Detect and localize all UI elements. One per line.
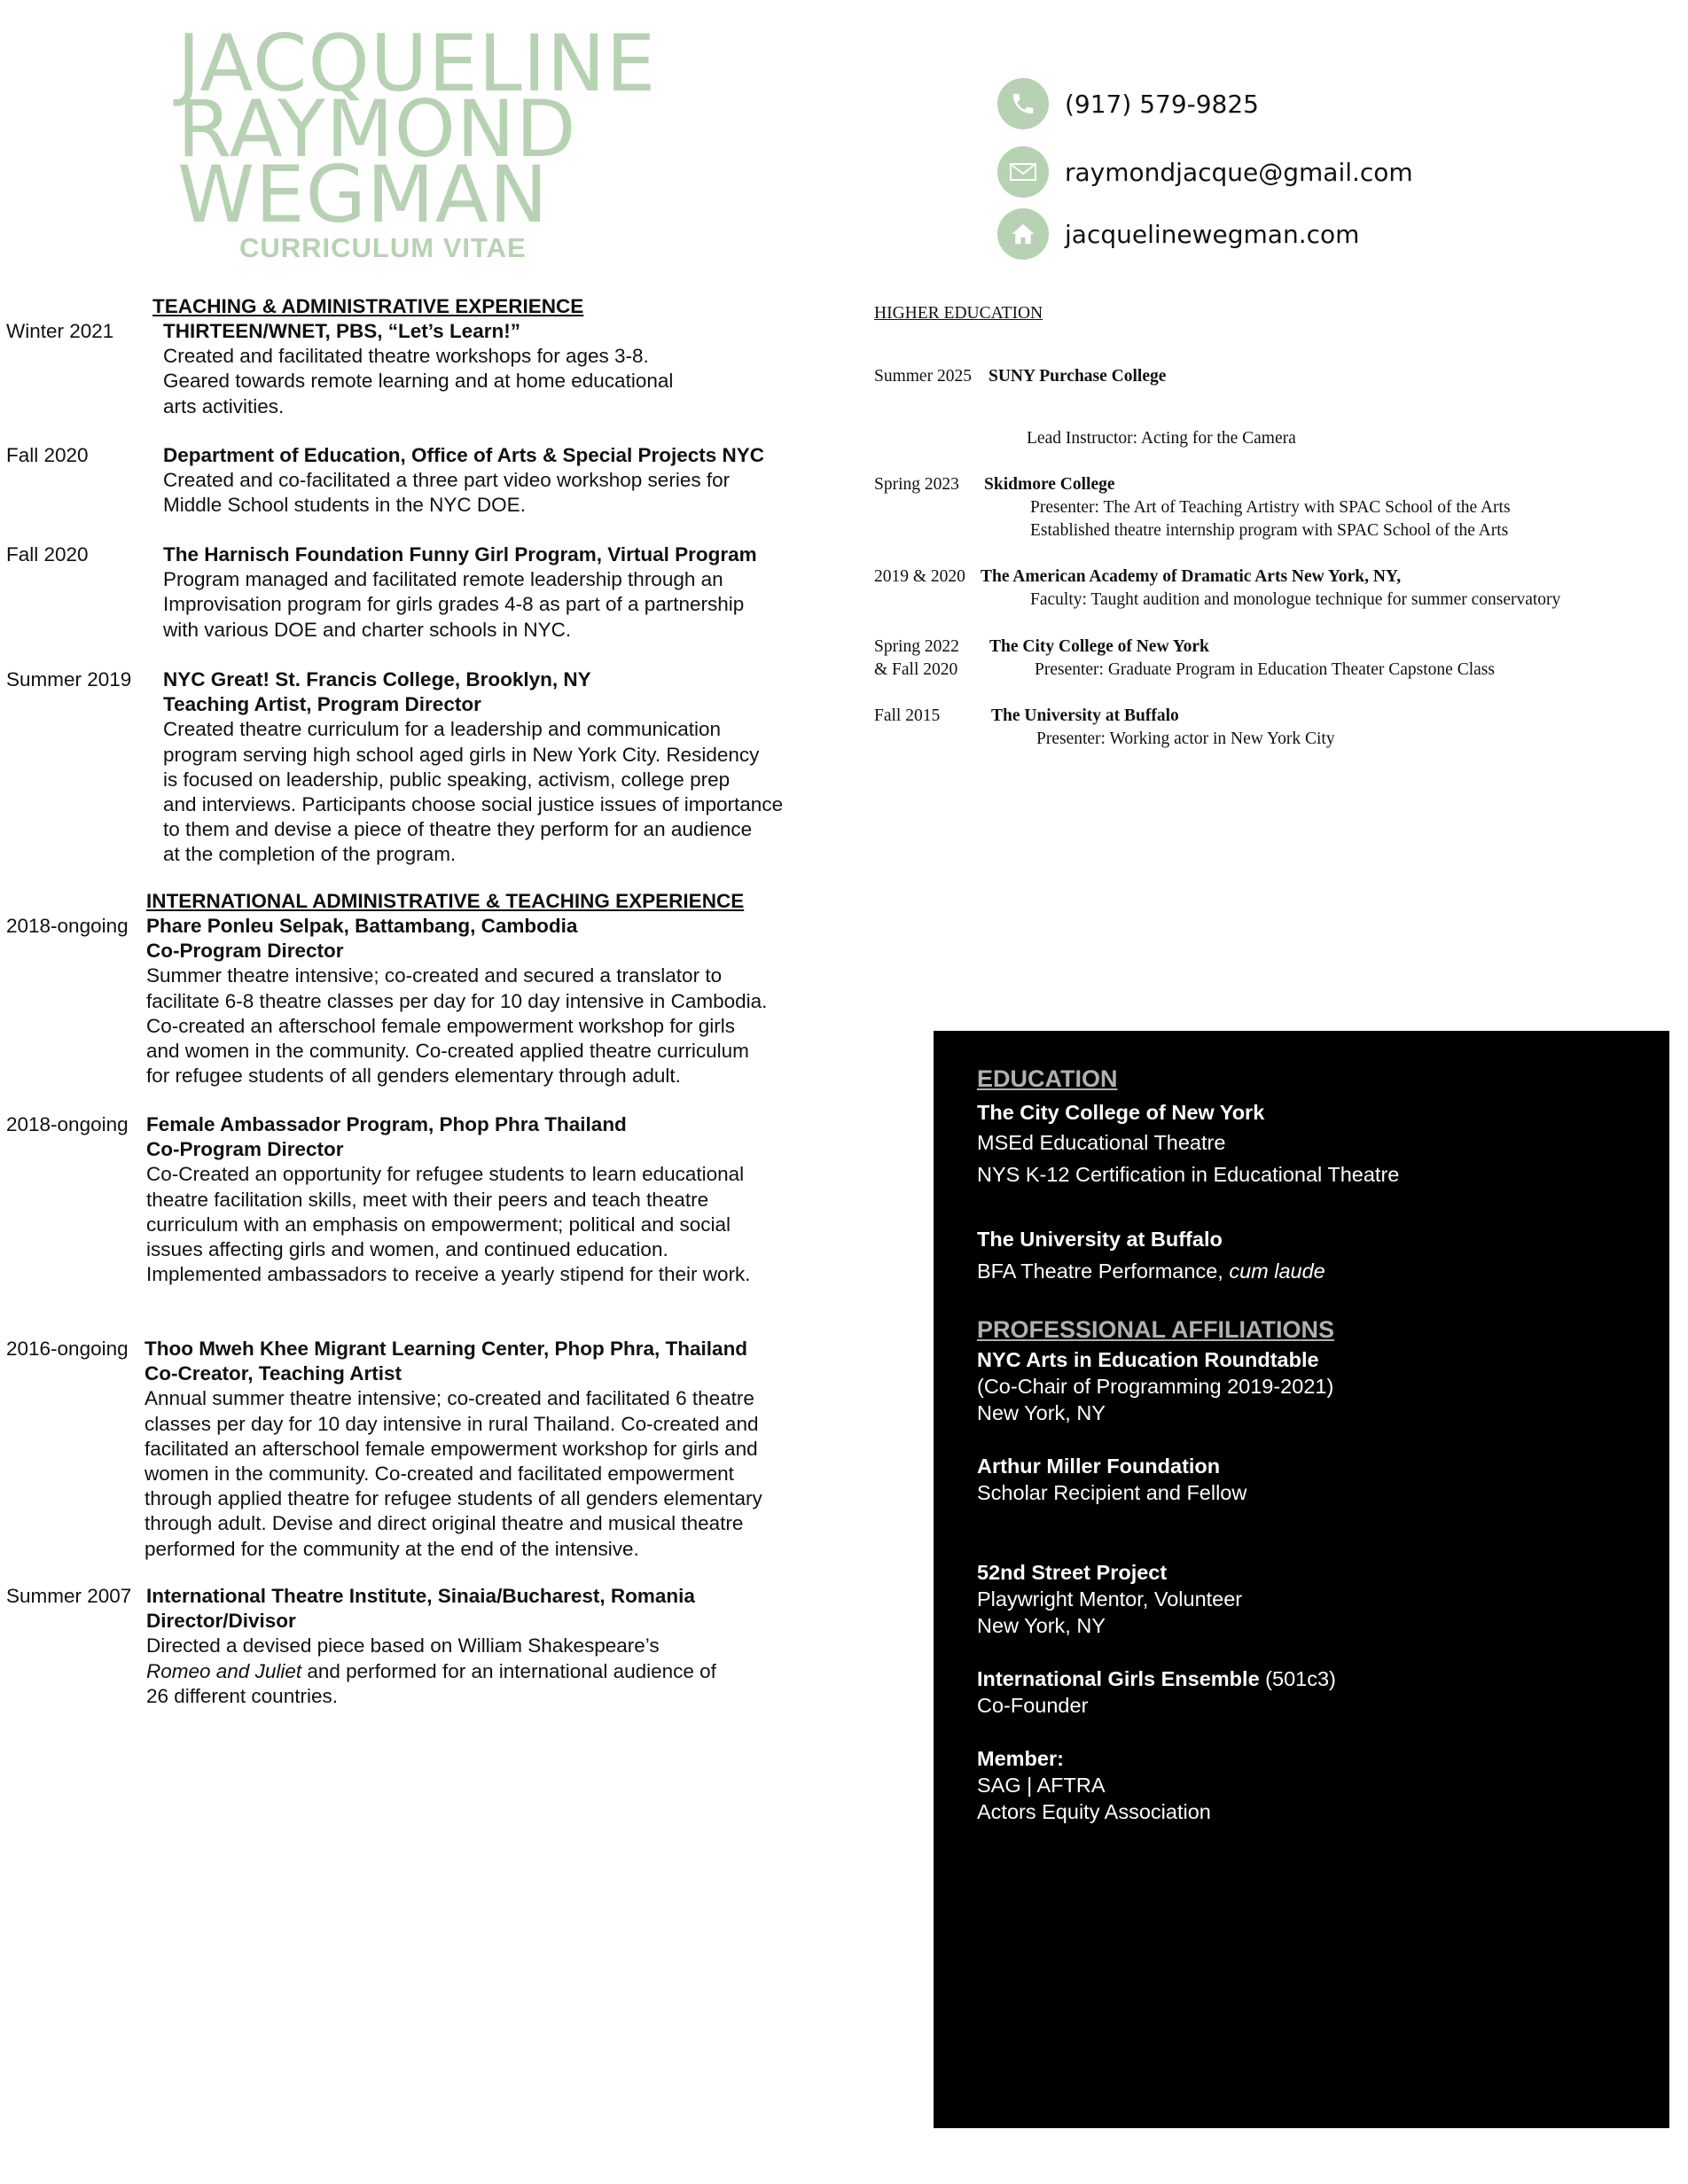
entry-line: Summer theatre intensive; co-created and secured a translator to [146,964,723,987]
entry-line: Improvisation program for girls grades 4-8 as part of a partnership [163,593,745,616]
higher-ed-line: Presenter: Graduate Program in Education Theater Capstone Class [1035,660,1495,679]
phone-number: (917) 579-9825 [1065,89,1259,119]
affiliation-line: Actors Equity Association [977,1800,1211,1823]
entry-title: NYC Great! St. Francis College, Brooklyn, NY [163,668,591,690]
affiliations-heading: PROFESSIONAL AFFILIATIONS [977,1316,1335,1343]
play-title: Romeo and Juliet [146,1659,302,1682]
higher-ed-date: Spring 2023 [874,475,959,494]
entry-line: for refugee students of all genders elementary through adult. [146,1065,681,1088]
entry-role: Co-Program Director [146,940,344,963]
affiliation-item [977,1745,1211,1825]
experience-entry [163,319,673,419]
entry-line [146,1659,716,1684]
higher-ed-line: Faculty: Taught audition and monologue technique for summer conservatory [1030,590,1561,609]
affiliation-line: Scholar Recipient and Fellow [977,1481,1247,1504]
higher-ed-date: Summer 2025 [874,367,972,386]
experience-entry [145,1337,762,1562]
entry-date: Summer 2019 [6,668,132,690]
phone-contact [997,78,1259,129]
entry-role: Co-Program Director [146,1138,344,1161]
name-line-2: RAYMOND [177,83,577,175]
entry-date: Summer 2007 [6,1585,132,1607]
education-school: The University at Buffalo [977,1228,1223,1251]
entry-line: Annual summer theatre intensive; co-created and facilitated 6 theatre [145,1387,754,1410]
education-heading: EDUCATION [977,1065,1118,1092]
higher-ed-school: SUNY Purchase College [989,367,1167,386]
entry-line: facilitated an afterschool female empowerment workshop for girls and [145,1437,758,1460]
affiliation-item [977,1346,1333,1426]
entry-line: program serving high school aged girls in New York City. Residency [163,743,760,766]
entry-date: Fall 2020 [6,543,89,566]
entry-line: 26 different countries. [146,1684,338,1707]
entry-line: Implemented ambassadors to receive a yearly stipend for their work. [146,1263,751,1286]
experience-entry [146,1112,751,1287]
entry-line: Created and co-facilitated a three part video workshop series for [163,469,731,492]
higher-education-heading: HIGHER EDUCATION [874,304,1043,323]
entry-line: Co-created an afterschool female empowerment workshop for girls [146,1014,736,1037]
name-line-3: WEGMAN [177,149,549,240]
website-url[interactable]: jacquelinewegman.com [1065,219,1360,249]
education-school: The City College of New York [977,1101,1265,1124]
entry-line: classes per day for 10 day intensive in rural Thailand. Co-created and [145,1412,759,1435]
higher-ed-school: The American Academy of Dramatic Arts New York, NY, [981,567,1402,586]
affiliation-line: Playwright Mentor, Volunteer [977,1587,1243,1611]
experience-entry [163,667,783,868]
entry-line-continuation: and performed for an international audience of [301,1659,716,1682]
entry-line: Created theatre curriculum for a leadership and communication [163,718,722,741]
envelope-icon [997,146,1049,198]
experience-entry [163,542,757,643]
entry-line: Created and facilitated theatre workshops for ages 3-8. [163,345,649,368]
entry-date: 2018-ongoing [6,915,129,937]
affiliation-line: New York, NY [977,1401,1106,1424]
entry-role: Director/Divisor [146,1610,296,1633]
entry-line: through adult. Devise and direct original theatre and musical theatre [145,1512,744,1535]
entry-line: and interviews. Participants choose social justice issues of importance [163,793,784,816]
affiliation-item [977,1665,1336,1719]
entry-line: Middle School students in the NYC DOE. [163,494,526,517]
higher-ed-date: Spring 2022 [874,637,959,656]
higher-ed-line: Presenter: Working actor in New York City [1036,729,1335,748]
education-line: NYS K-12 Certification in Educational Theatre [977,1163,1400,1186]
entry-line: issues affecting girls and women, and continued education. [146,1238,668,1261]
entry-title: The Harnisch Foundation Funny Girl Program, Virtual Program [163,543,757,566]
education-item [977,1099,1399,1188]
entry-line: Geared towards remote learning and at home educational [163,370,674,393]
education-line: MSEd Educational Theatre [977,1131,1226,1154]
affiliation-line: SAG | AFTRA [977,1774,1106,1797]
higher-ed-school: Skidmore College [984,475,1115,494]
entry-date: Winter 2021 [6,320,114,342]
affiliation-line: Co-Founder [977,1694,1089,1717]
entry-line: Program managed and facilitated remote leadership through an [163,568,723,591]
higher-ed-date: 2019 & 2020 [874,567,965,586]
entry-line: women in the community. Co-created and facilitated empowerment [145,1462,734,1486]
higher-ed-line: Established theatre internship program with SPAC School of the Arts [1030,521,1509,540]
document-subtitle: CURRICULUM VITAE [239,232,527,263]
entry-title: Department of Education, Office of Arts & Special Projects NYC [163,444,765,466]
higher-ed-school: The University at Buffalo [991,706,1179,725]
entry-line: with various DOE and charter schools in NYC. [163,618,572,641]
name-line-1: JACQUELINE [177,18,657,109]
affiliation-name: Arthur Miller Foundation [977,1455,1221,1478]
entry-line: Co-Created an opportunity for refugee students to learn educational [146,1163,745,1186]
affiliation-suffix: (501c3) [1259,1667,1336,1690]
higher-ed-date: Fall 2015 [874,706,941,725]
entry-line: is focused on leadership, public speaking, activism, college prep [163,768,731,791]
experience-entry [163,443,764,519]
name-heading [177,18,657,240]
international-section-heading: INTERNATIONAL ADMINISTRATIVE & TEACHING EXPERIENCE [146,890,745,912]
affiliation-line: (Co-Chair of Programming 2019-2021) [977,1375,1334,1398]
entry-title: Female Ambassador Program, Phop Phra Thailand [146,1113,627,1135]
higher-ed-date: & Fall 2020 [874,660,958,679]
affiliation-name: NYC Arts in Education Roundtable [977,1348,1319,1371]
education-honor: cum laude [1229,1260,1325,1283]
entry-title: International Theatre Institute, Sinaia/Bucharest, Romania [146,1585,695,1607]
affiliation-name: Member: [977,1747,1064,1770]
email-contact [997,146,1413,198]
email-address[interactable]: raymondjacque@gmail.com [1065,157,1413,187]
education-item [977,1226,1325,1284]
entry-line: and women in the community. Co-created applied theatre curriculum [146,1040,749,1063]
entry-line: at the completion of the program. [163,843,457,866]
teaching-section-heading: TEACHING & ADMINISTRATIVE EXPERIENCE [152,295,584,317]
website-contact [997,208,1359,260]
experience-entry [146,914,767,1088]
affiliation-line: New York, NY [977,1614,1106,1637]
entry-date: Fall 2020 [6,444,89,466]
home-icon [997,208,1049,260]
phone-icon [997,78,1049,129]
affiliation-name: International Girls Ensemble [977,1667,1260,1690]
entry-line: to them and devise a piece of theatre they perform for an audience [163,818,753,841]
higher-ed-line: Lead Instructor: Acting for the Camera [1027,429,1296,448]
entry-line: facilitate 6-8 theatre classes per day for 10 day intensive in Cambodia. [146,989,768,1012]
affiliation-name: 52nd Street Project [977,1561,1168,1584]
entry-line: arts activities. [163,394,285,417]
entry-role: Co-Creator, Teaching Artist [145,1362,402,1385]
entry-line: through applied theatre for refugee students of all genders elementary [145,1487,762,1510]
entry-line: Directed a devised piece based on William Shakespeare’s [146,1634,660,1658]
entry-title: Phare Ponleu Selpak, Battambang, Cambodia [146,915,578,937]
entry-line: curriculum with an emphasis on empowerment; political and social [146,1213,731,1236]
entry-line: performed for the community at the end of the intensive. [145,1537,639,1560]
higher-ed-school: The City College of New York [989,637,1209,656]
entry-title: THIRTEEN/WNET, PBS, “Let’s Learn!” [163,320,520,342]
entry-title: Thoo Mweh Khee Migrant Learning Center, Phop Phra, Thailand [145,1338,748,1360]
entry-role: Teaching Artist, Program Director [163,693,481,716]
affiliation-item [977,1559,1242,1639]
entry-date: 2018-ongoing [6,1113,129,1135]
entry-line: theatre facilitation skills, meet with their peers and teach theatre [146,1188,709,1211]
higher-ed-line: Presenter: The Art of Teaching Artistry with SPAC School of the Arts [1030,498,1511,517]
education-degree: BFA Theatre Performance, [977,1260,1230,1283]
experience-entry [146,1584,716,1709]
affiliation-item [977,1453,1246,1506]
entry-date: 2016-ongoing [6,1338,129,1360]
education-line [977,1258,1325,1284]
